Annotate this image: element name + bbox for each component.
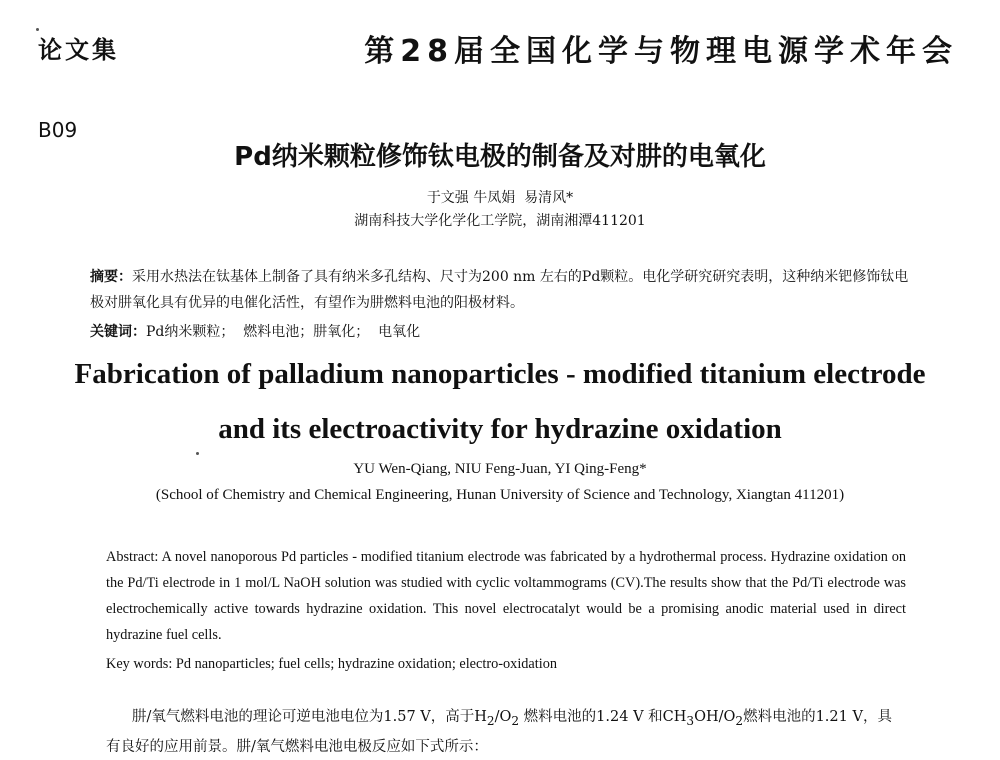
body-text-2: /O (494, 709, 512, 725)
body-paragraph (106, 704, 906, 760)
cn-affiliation: 湖南科技大学化学化工学院，湖南湘潭411201 (354, 213, 646, 229)
cn-keywords (90, 321, 920, 341)
en-affiliation: (School of Chemistry and Chemical Engineering, Hunan University of Science and Technology, Xiangtan 411201) (155, 487, 845, 503)
cn-keywords-text: Pd纳米颗粒； 燃料电池；肼氧化； 电氧化 (146, 324, 421, 340)
body-subscript-4: 2 (735, 713, 744, 728)
cn-authors: 于文强 牛凤娟 易清风* (426, 190, 574, 206)
header-conference-title: 第28届全国化学与物理电源学术年会 (364, 34, 958, 69)
body-text-5: 燃料电池的1.21 V，具有良好的应用前景。肼/氧气燃料电池电极反应如下式所示： (106, 709, 892, 755)
en-paper-title-line-2: and its electroactivity for hydrazine oxidation (218, 413, 782, 445)
paper-code: B09 (38, 118, 78, 142)
cn-abstract (90, 264, 920, 316)
body-text-3: 燃料电池的1.24 V 和CH (519, 709, 687, 725)
header-proceedings-label: 论文集 (38, 36, 119, 64)
body-text-1: 肼/氧气燃料电池的理论可逆电池电位为1.57 V，高于H (132, 709, 487, 725)
body-subscript-1: 2 (486, 713, 495, 728)
en-keywords (106, 656, 906, 673)
body-subscript-3: 3 (686, 713, 695, 728)
cn-abstract-label: 摘要： (90, 269, 132, 285)
en-authors: YU Wen-Qiang, NIU Feng-Juan, YI Qing-Feng* (353, 461, 647, 477)
cn-paper-title: Pd纳米颗粒修饰钛电极的制备及对肼的电氧化 (234, 142, 766, 172)
body-subscript-2: 2 (511, 713, 520, 728)
en-abstract-text: A novel nanoporous Pd particles - modified titanium electrode was fabricated by a hydrothermal process. Hydrazine oxidation on the Pd/Ti electrode in 1 mol/L NaOH solution was studied with cyclic voltammograms (CV).The results show that the Pd/Ti electrode was electrochemically active towards hydrazine oxidation. This novel electrocatalyt would be a promising anodic material used in direct hydrazine fuel cells. (106, 549, 906, 643)
en-keywords-label: Key words: (106, 656, 173, 672)
scan-speck (196, 452, 199, 455)
body-text-4: OH/O (694, 709, 736, 725)
en-abstract (106, 544, 906, 648)
en-paper-title-line-1: Fabrication of palladium nanoparticles - modified titanium electrode (74, 358, 926, 390)
en-abstract-label: Abstract: (106, 549, 159, 565)
cn-keywords-label: 关键词： (90, 324, 146, 340)
cn-abstract-text: 采用水热法在钛基体上制备了具有纳米多孔结构、尺寸为200 nm 左右的Pd颗粒。电化学研究研究表明，这种纳米钯修饰钛电极对肼氧化具有优异的电催化活性，有望作为肼燃料电池的阳极材料。 (90, 269, 909, 311)
en-keywords-text: Pd nanoparticles; fuel cells; hydrazine oxidation; electro-oxidation (175, 656, 558, 672)
